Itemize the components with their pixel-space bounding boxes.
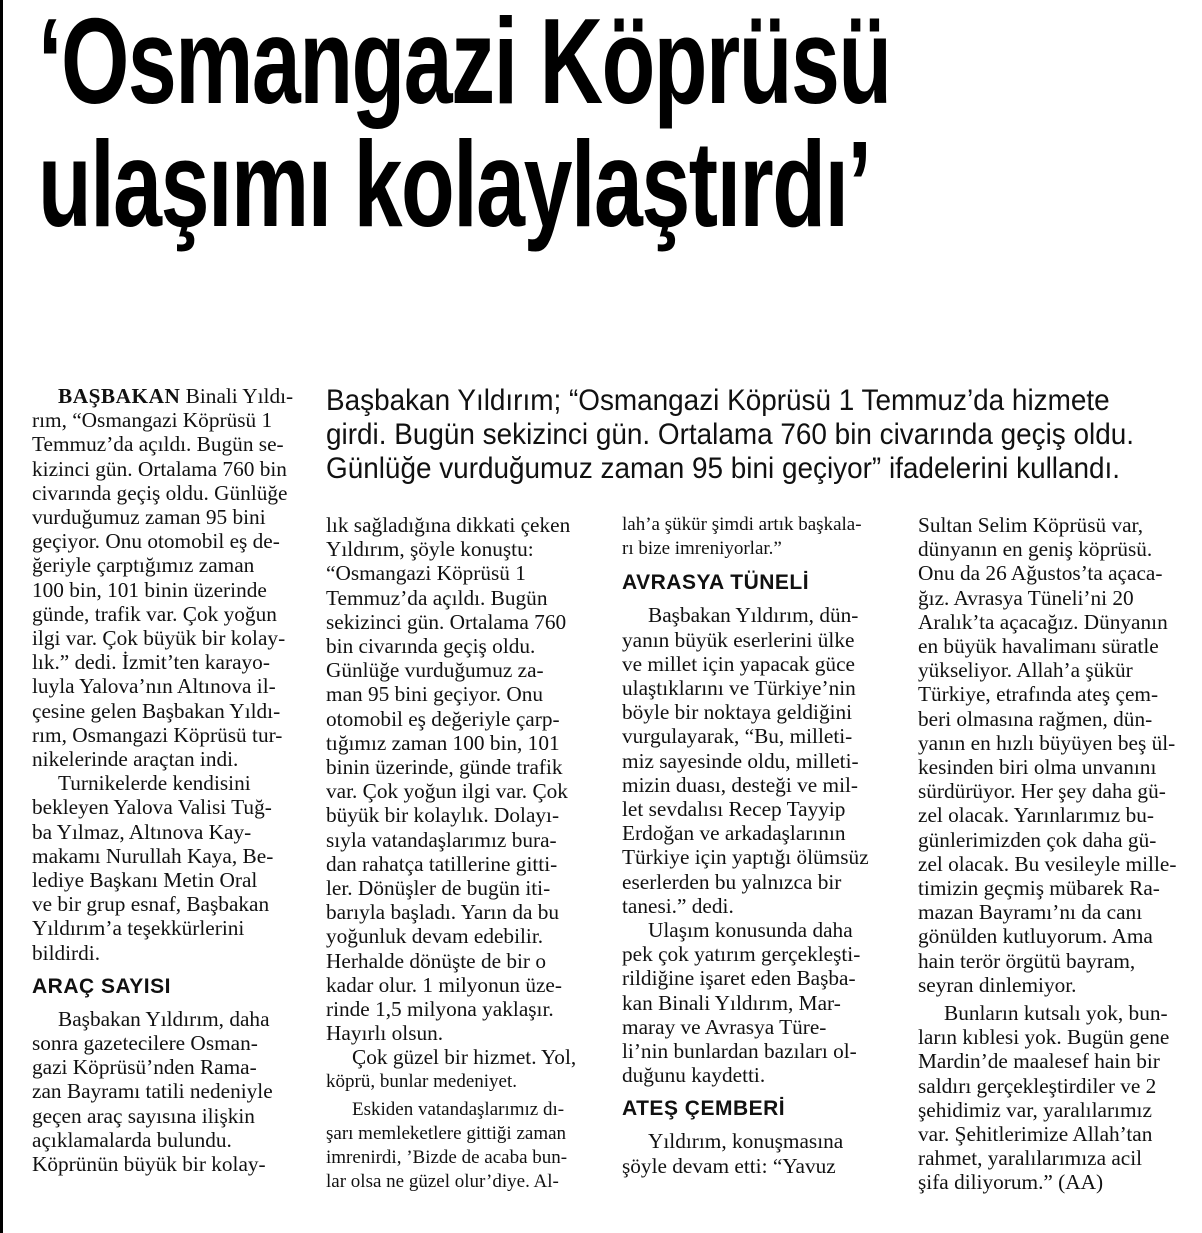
text-line: saldırı gerçekleştirdiler ve 2 [918,1073,1157,1098]
text-line: tanesi.” dedi. [622,893,734,918]
text-line: yükseliyor. Allah’a şükür [918,658,1133,683]
text-line: rahmet, yaralılarımıza acil [918,1146,1143,1171]
text-line: var. Çok yoğun ilgi var. Çok [326,779,568,804]
text-line: Bunların kutsalı yok, bun- [944,1001,1168,1026]
text-line: çesine gelen Başbakan Yıldı- [32,698,281,723]
text-line: kesinden biri olma unvanını [918,755,1157,780]
article-column-3 [622,513,897,1178]
deck-line: girdi. Bugün sekizinci gün. Ortalama 760 bin civarında geçiş oldu. [326,418,1135,451]
text-line: maray ve Avrasya Türe- [622,1014,827,1039]
text-line: yanın büyük eserlerini ülke [622,627,855,652]
text-line: ler. Dönüşler de bugün iti- [326,876,551,901]
text-line: Erdoğan ve arkadaşlarının [622,821,846,846]
text-line: binin üzerinde, günde trafik [326,755,563,780]
text-line: civarında geçiş oldu. Günlüğe [32,480,288,505]
text-line: yoğunluk devam edebilir. [326,924,544,949]
text-line: sıyla vatandaşlarımız bura- [326,827,557,852]
text-line: Aralık’ta açacağız. Dünyanın [918,609,1168,634]
text-line: geçiyor. Onu otomobil eş de- [32,529,280,554]
text-line: mizin duası, desteği ve mil- [622,772,858,797]
text-line: Türkiye için yaptığı ölümsüz [622,845,869,870]
article-column-1 [32,384,304,1176]
text-line: şifa diliyorum.” (AA) [918,1170,1104,1195]
text-line: vurgulayarak, “Bu, milleti- [622,724,853,749]
text-line: Mardin’de maalesef hain bir [918,1049,1160,1074]
text-line: şarı memleketlere gittiği zaman [326,1123,567,1145]
text-line: duğunu kaydetti. [622,1063,766,1088]
left-edge-rule [0,0,3,1233]
text-line: beri olmasına rağmen, dün- [918,706,1153,731]
article-column-4 [918,513,1198,1195]
text-line: açıklamalarda bulundu. [32,1127,232,1152]
text-line: Hayırlı olsun. [326,1021,444,1046]
headline [38,0,891,252]
text-line: Günlüğe vurduğumuz za- [326,658,544,683]
text-line: var. Şehitlerimize Allah’tan [918,1122,1153,1147]
text-line: miz sayesinde oldu, milleti- [622,748,859,773]
deck-line: Başbakan Yıldırım; “Osmangazi Köprüsü 1 Temmuz’da hizmete [326,384,1110,417]
text-line: zel olacak. Bu vesileyle mille- [918,851,1177,876]
text-line: lık sağladığına dikkati çeken [326,513,571,537]
text-line: let sevdalısı Recep Tayyip [622,797,846,822]
text-line: gazi Köprüsü’nden Rama- [32,1055,257,1080]
text-line: otomobil eş değeriyle çarp- [326,706,560,731]
text-line: günde, trafik var. Çok yoğun [32,601,277,626]
text-line: Türkiye, etrafında ateş çem- [918,682,1159,707]
text-line: Sultan Selim Köprüsü var, [918,513,1144,537]
text-line: lah’a şükür şimdi artık başkala- [622,514,862,535]
text-line: lar olsa ne güzel olur’diye. Al- [326,1171,559,1193]
text-line: makamı Nurullah Kaya, Be- [32,843,274,868]
text-line: Başbakan Yıldırım, dün- [648,603,859,628]
deck-line: Günlüğe vurduğumuz zaman 95 bini geçiyor” ifadelerini kullandı. [326,452,1121,485]
text-line: bin civarında geçiş oldu. [326,634,536,659]
text-line: seyran dinlemiyor. [918,972,1077,997]
text-line: bekleyen Yalova Valisi Tuğ- [32,795,272,820]
headline-line-2: ulaşımı kolaylaştırdı’ [38,116,871,252]
text-line: eserlerden bu yalnızca bir [622,869,842,894]
article-column-2 [326,513,596,1195]
text-line: hain terör örgütü bayram, [918,948,1136,973]
text-line: barıyla başladı. Yarın da bu [326,900,560,925]
text-line: rildiğine işaret eden Başba- [622,966,856,991]
text-line: dünyanın en geniş köprüsü. [918,537,1153,562]
text-line: ve bir grup esnaf, Başbakan [32,892,270,917]
text-line: lediye Başkanı Metin Oral [32,868,258,893]
text-fragment: Binali Yıldı- [180,384,294,408]
text-line: Çok güzel bir hizmet. Yol, [352,1045,577,1070]
text-line: ulaştıklarını ve Türkiye’nin [622,676,856,701]
text-line: rı bize imreniyorlar.” [622,538,782,560]
subheading-avrasya-tuneli: AVRASYA TÜNELİ [622,571,810,595]
text-line: gönülden kutluyorum. Ama [918,924,1153,949]
text-line: “Osmangazi Köprüsü 1 [326,561,526,586]
text-line: bildirdi. [32,940,101,965]
text-line: Yıldırım, konuşmasına [648,1129,844,1154]
text-line: ların kıblesi yok. Bugün gene [918,1025,1170,1050]
text-line: böyle bir noktaya geldiğini [622,700,853,725]
deck-summary [326,384,1144,486]
text-line: günlerimizden çok daha gü- [918,827,1157,852]
text-line: zan Bayramı tatili nedeniyle [32,1079,273,1104]
text-line: yanın en hızlı büyüyen beş ül- [918,730,1176,755]
text-line: kadar olur. 1 milyonun üze- [326,972,562,997]
text-line: büyük bir kolaylık. Dolayı- [326,803,560,828]
text-line: Eskiden vatandaşlarımız dı- [352,1098,565,1120]
text-line: mazan Bayramı’nı da canı [918,900,1143,925]
text-line: Ulaşım konusunda daha [648,918,853,943]
text-line: rım, “Osmangazi Köprüsü 1 [32,408,273,433]
text-line: geçen araç sayısına ilişkin [32,1103,255,1128]
text-line: sekizinci gün. Ortalama 760 [326,609,567,634]
text-line: Yıldırım, şöyle konuştu: [326,537,534,562]
text-line: köprü, bunlar medeniyet. [326,1070,518,1092]
text-line: ğız. Avrasya Tüneli’ni 20 [918,585,1134,610]
text-line: şehidimiz var, yaralılarımız [918,1097,1152,1122]
text-line: Yıldırım’a teşekkürlerini [32,916,245,941]
text-line: Köprünün büyük bir kolay- [32,1152,266,1177]
text-line: Temmuz’da açıldı. Bugün se- [32,432,284,457]
text-line: nikelerinde araçtan indi. [32,747,239,772]
text-line: ilgi var. Çok büyük bir kolay- [32,626,286,651]
text-line: Başbakan Yıldırım, daha [58,1006,270,1031]
text-line: en büyük havalimanı süratle [918,634,1159,659]
text-line: imrenirdi, ’Bizde de acaba bun- [326,1147,568,1169]
text-line: Herhalde dönüşte de bir o [326,948,546,973]
text-line: 100 bin, 101 binin üzerinde [32,577,267,602]
text-line: sonra gazetecilere Osman- [32,1031,258,1056]
subheading-arac-sayisi: ARAÇ SAYISI [32,974,171,998]
text-line: Turnikelerde kendisini [58,771,251,796]
text-line: zel olacak. Yarınlarımız bu- [918,803,1154,828]
text-line: rım, Osmangazi Köprüsü tur- [32,722,283,747]
text-line: Onu da 26 Ağustos’ta açaca- [918,561,1163,586]
text-line: dan rahatça tatillerine gitti- [326,851,558,876]
subheading-ates-cemberi: ATEŞ ÇEMBERİ [622,1097,786,1121]
text-line [32,384,304,408]
text-line: li’nin bunlardan bazıları ol- [622,1039,857,1064]
text-line: sürdürüyor. Her şey daha gü- [918,779,1166,804]
text-line: lık.” dedi. İzmit’ten karayo- [32,650,270,675]
text-line: man 95 bini geçiyor. Onu [326,682,544,707]
text-line: ba Yılmaz, Altınova Kay- [32,819,252,844]
text-line: kan Binali Yıldırım, Mar- [622,990,841,1015]
text-line: şöyle devam etti: “Yavuz [622,1153,836,1178]
text-line: luyla Yalova’nın Altınova il- [32,674,276,699]
text-line: rinde 1,5 milyona yaklaşır. [326,997,554,1022]
text-line: Temmuz’da açıldı. Bugün [326,585,548,610]
text-line: pek çok yatırım gerçekleşti- [622,942,861,967]
text-line: ve millet için yapacak güce [622,651,855,676]
text-line: tığımız zaman 100 bin, 101 [326,730,560,755]
text-line: vurduğumuz zaman 95 bini [32,505,266,530]
headline-line-1: ‘Osmangazi Köprüsü [38,0,891,129]
lead-word: BAŞBAKAN [58,384,181,408]
text-line: ğeriyle çarptığımız zaman [32,553,255,578]
text-line: kizinci gün. Ortalama 760 bin [32,456,287,481]
text-line: timizin geçmiş mübarek Ra- [918,876,1160,901]
